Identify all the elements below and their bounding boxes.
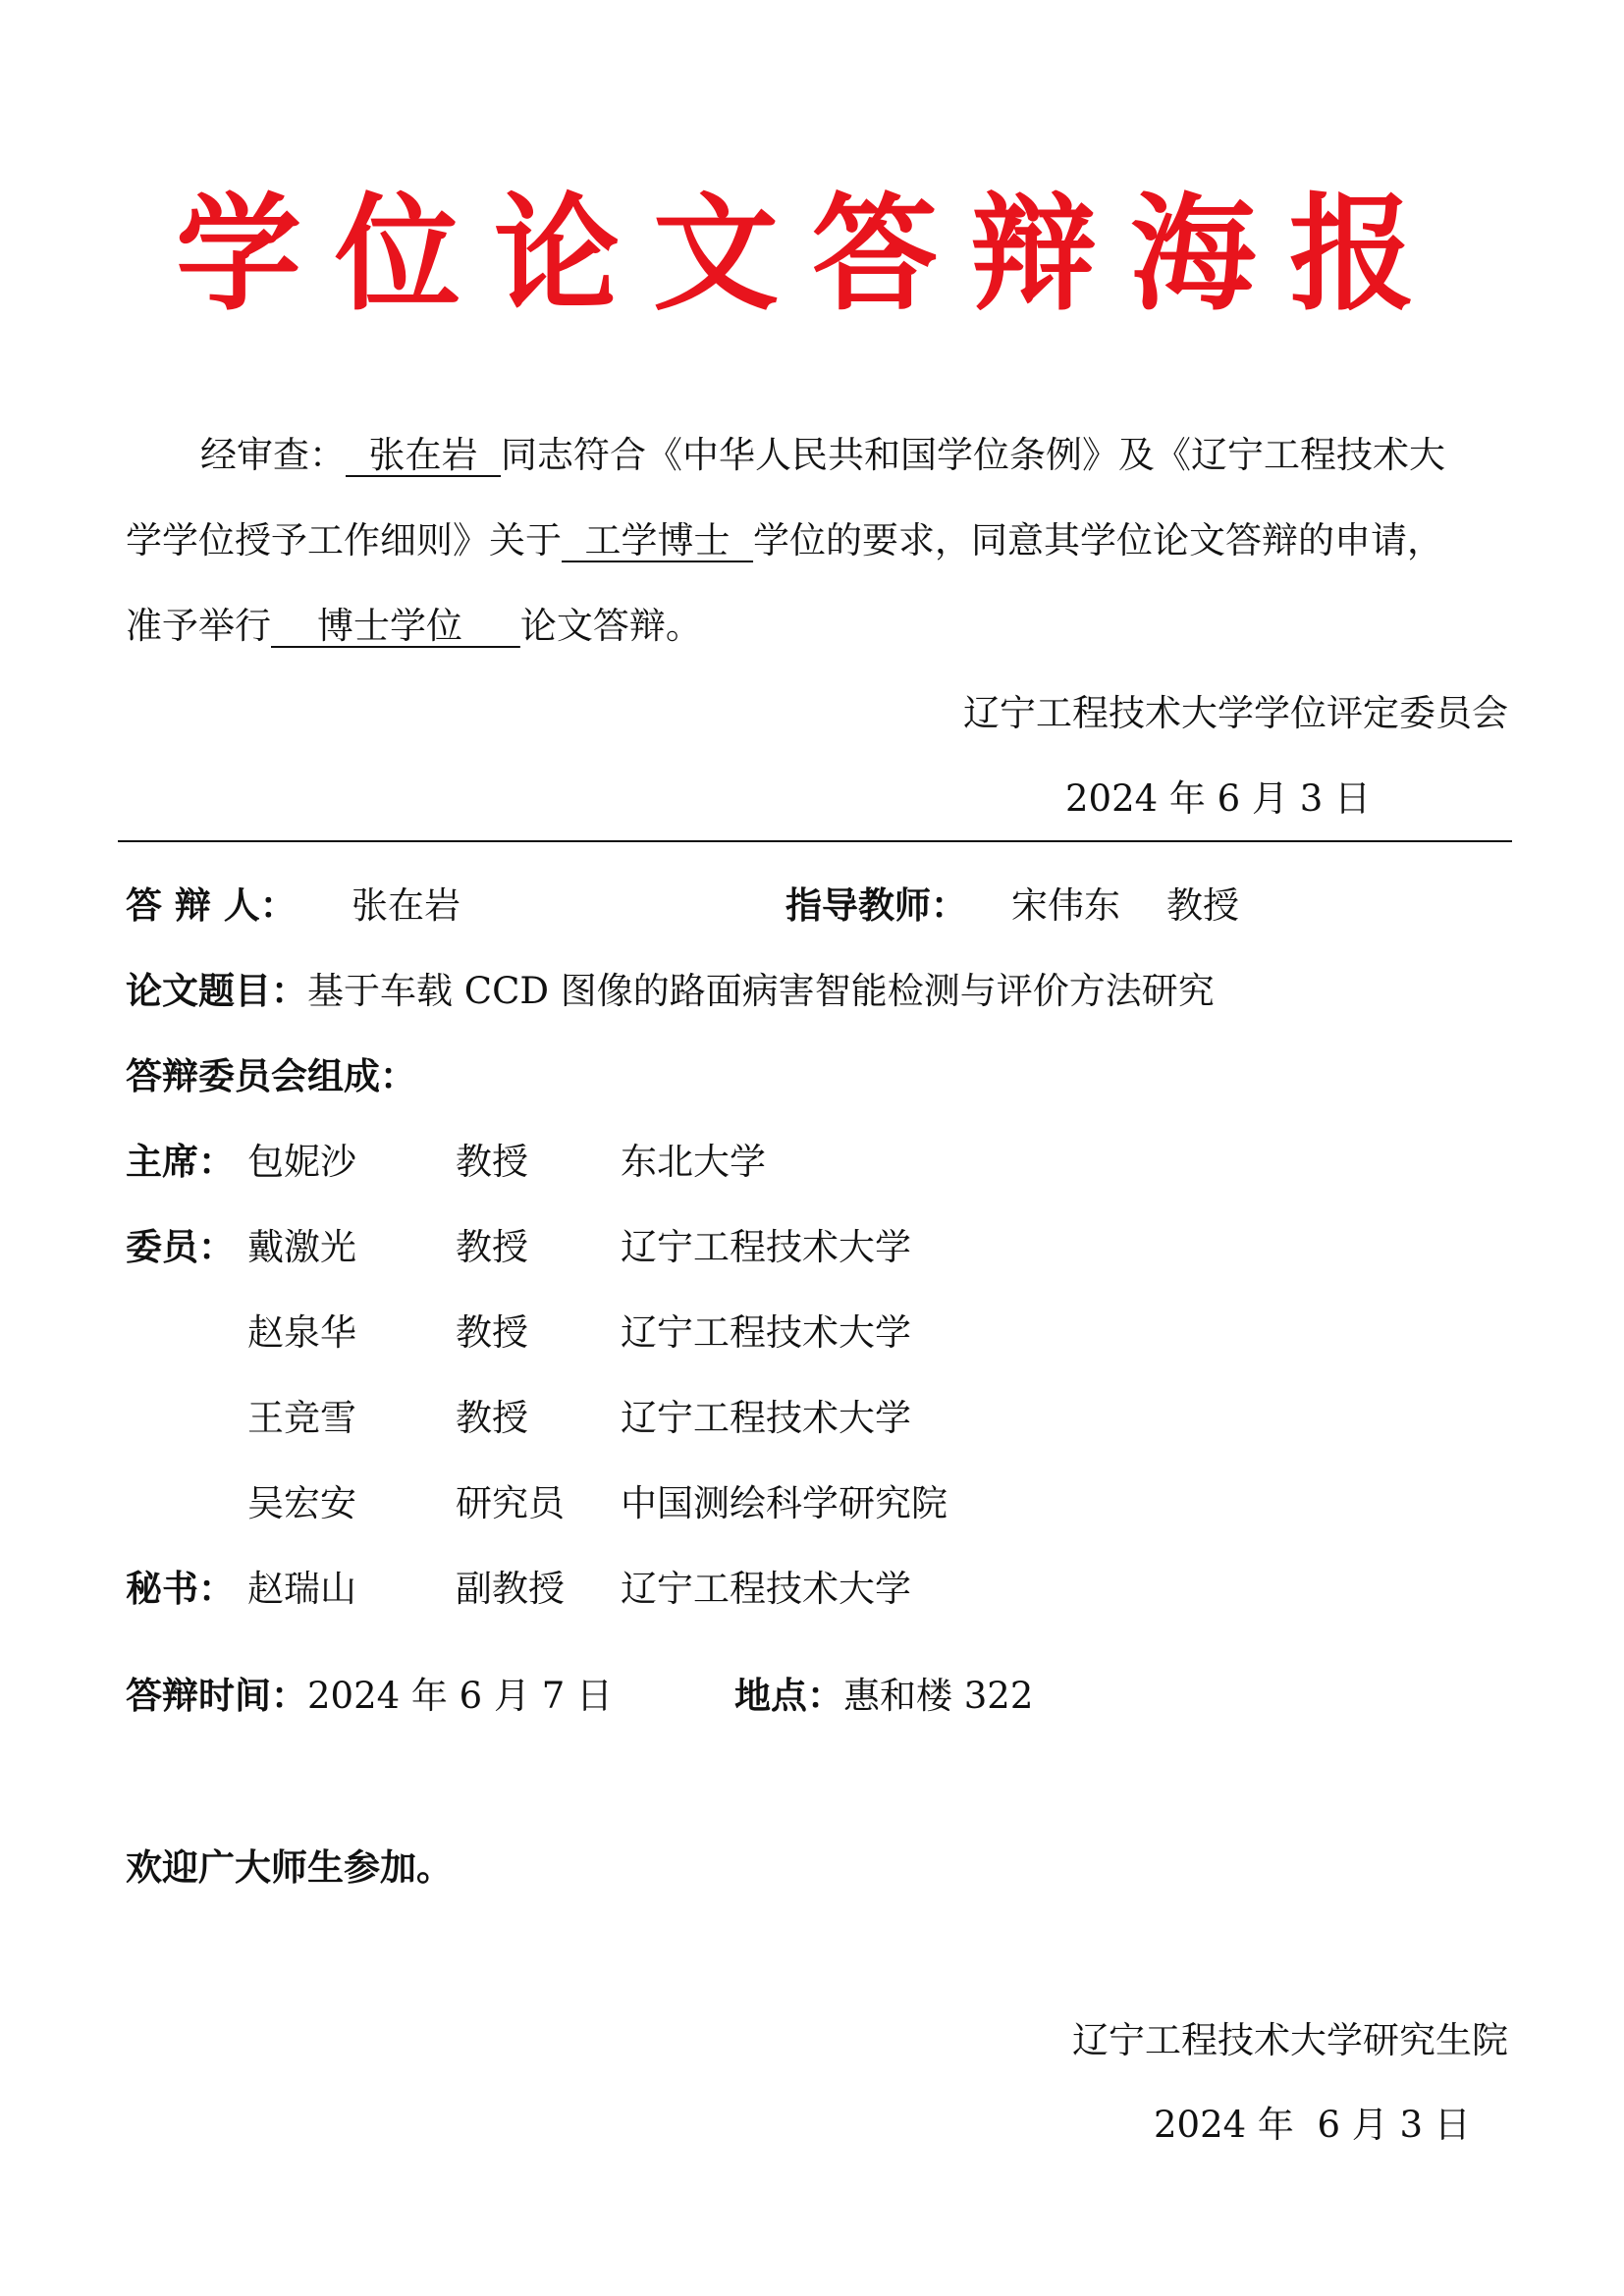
degree-name: 工学博士 [562,519,754,561]
notice-date: 2024 年 6 月 3 日 [1065,777,1372,820]
thesis-topic: 基于车载 CCD 图像的路面病害智能检测与评价方法研究 [307,970,1215,1012]
committee-heading: 答辩委员会组成： [126,1055,416,1097]
footer-issuer: 辽宁工程技术大学研究生院 [1072,2019,1508,2061]
member-title: 教授 [456,1311,528,1354]
topic-row [126,967,1215,1016]
member-name: 包妮沙 [247,1141,356,1183]
member-role: 秘书： [126,1568,235,1610]
member-title: 教授 [456,1226,528,1268]
defense-time-row [126,1672,613,1721]
defense-place: 惠和楼 322 [843,1675,1034,1717]
notice-issuer: 辽宁工程技术大学学位评定委员会 [963,692,1508,734]
member-name: 赵瑞山 [247,1568,356,1610]
member-org: 辽宁工程技术大学 [621,1311,911,1354]
notice-line-3 [126,583,1510,668]
member-name: 戴激光 [247,1226,356,1268]
approval-notice [126,412,1510,668]
member-org: 辽宁工程技术大学 [621,1226,911,1268]
member-role: 主席： [126,1141,235,1183]
defense-level: 博士学位 [271,605,520,647]
member-name: 赵泉华 [247,1311,356,1354]
member-title: 研究员 [456,1482,565,1524]
notice-line-2 [126,498,1510,583]
member-org: 中国测绘科学研究院 [621,1482,947,1524]
respondent-label: 答 辩 人： [126,884,297,927]
welcome-text: 欢迎广大师生参加。 [126,1846,453,1889]
notice-line-1 [126,412,1510,498]
notice-text: 准予举行 [126,605,271,647]
member-title: 教授 [456,1397,528,1439]
advisor-label: 指导教师： [785,884,967,927]
defense-place-label: 地点： [734,1675,843,1717]
defense-place-row [734,1672,1033,1721]
poster-title: 学位论文答辩海报 [175,182,1448,328]
notice-text: 学学位授予工作细则》关于 [126,519,562,561]
member-org: 辽宁工程技术大学 [621,1568,911,1610]
member-org: 辽宁工程技术大学 [621,1397,911,1439]
defense-time-label: 答辩时间： [126,1675,307,1717]
notice-text: 经审查： [200,434,346,476]
topic-label: 论文题目： [126,970,307,1012]
divider-line [118,840,1512,842]
respondent-name: 张在岩 [352,884,460,927]
member-org: 东北大学 [621,1141,766,1183]
footer-date: 2024 年 6 月 3 日 [1154,2104,1471,2146]
advisor-name: 宋伟东 教授 [1011,884,1240,927]
respondent-row [126,881,297,931]
member-title: 副教授 [456,1568,565,1610]
candidate-name: 张在岩 [346,434,502,476]
member-role: 委员： [126,1226,235,1268]
defense-time: 2024 年 6 月 7 日 [307,1675,614,1717]
notice-text: 学位的要求，同意其学位论文答辩的申请， [753,519,1444,561]
member-name: 吴宏安 [247,1482,356,1524]
notice-text: 论文答辩。 [519,605,702,647]
member-name: 王竞雪 [247,1397,356,1439]
member-title: 教授 [456,1141,528,1183]
notice-text: 同志符合《中华人民共和国学位条例》及《辽宁工程技术大 [501,434,1446,476]
